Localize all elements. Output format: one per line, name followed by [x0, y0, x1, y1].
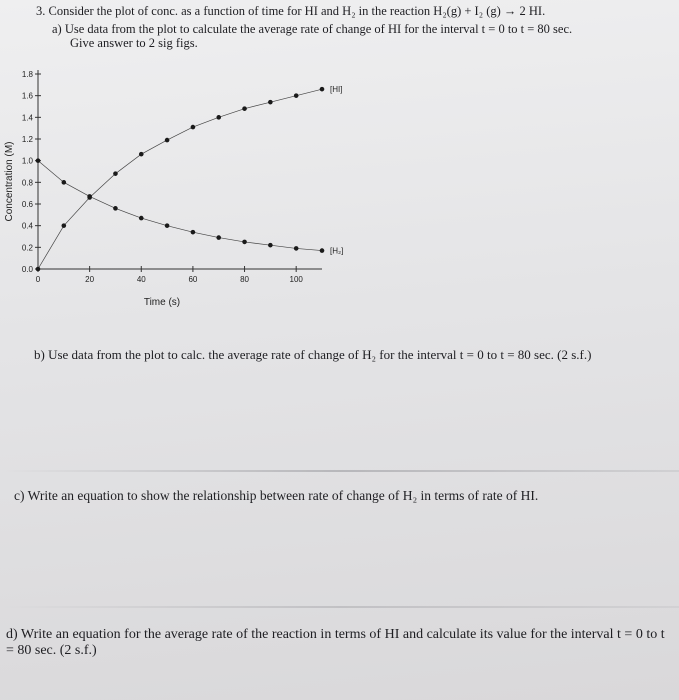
y-tick-label: 1.6	[21, 91, 33, 101]
y-tick-label: 0.0	[21, 265, 33, 274]
part-a	[52, 22, 652, 50]
data-point	[268, 100, 273, 105]
y-tick-label: 0.2	[21, 243, 33, 253]
data-point	[216, 115, 221, 120]
x-axis-label: Time (s)	[143, 297, 181, 308]
data-point	[294, 93, 299, 98]
part-c-label: c)	[14, 488, 25, 503]
data-point	[165, 223, 170, 228]
series-line	[38, 161, 322, 251]
part-a-label: a)	[52, 22, 62, 36]
data-point	[216, 235, 221, 240]
y-axis-label: Concentration (M)	[4, 141, 15, 222]
data-point	[62, 223, 67, 228]
part-b-text: Use data from the plot to calc. the average rate of change of H₂ for the interval t = 0 to t = 80 sec. (2 s.f.)	[48, 347, 592, 362]
y-tick-label: 0.6	[21, 200, 33, 209]
part-c-text: Write an equation to show the relationship between rate of change of H₂ in terms of rate of HI.	[27, 488, 539, 503]
part-b	[34, 348, 591, 362]
series-label: [H₂]	[330, 246, 344, 256]
data-point	[139, 152, 144, 157]
x-tick-label: 20	[85, 275, 95, 284]
data-point	[113, 171, 118, 176]
data-point	[242, 240, 247, 245]
data-point	[191, 125, 196, 130]
data-point	[36, 267, 41, 272]
question-3-text: Consider the plot of conc. as a function of time for HI and H₂ in the reaction H₂(g) + I₂ (g) → 2 HI.	[48, 4, 546, 18]
data-point	[87, 194, 92, 199]
data-point	[242, 106, 247, 111]
x-tick-label: 80	[240, 275, 249, 284]
x-tick-label: 60	[188, 275, 198, 284]
data-point	[113, 206, 118, 211]
data-point	[320, 248, 325, 253]
question-number: 3.	[36, 4, 46, 18]
data-point	[294, 246, 299, 251]
data-point	[320, 87, 325, 92]
y-tick-label: 1.2	[21, 135, 33, 144]
part-a-text-2: Give answer to 2 sig figs.	[70, 36, 198, 50]
x-tick-label: 40	[136, 275, 146, 284]
series-line	[38, 89, 322, 269]
y-tick-label: 0.8	[21, 178, 33, 188]
data-point	[191, 230, 196, 235]
part-d-label: d)	[6, 627, 18, 642]
data-point	[165, 138, 170, 143]
y-tick-label: 1.4	[21, 113, 33, 123]
concentration-chart	[0, 60, 360, 310]
data-point	[268, 243, 273, 248]
data-point	[139, 216, 144, 221]
data-point	[36, 158, 41, 163]
series-label: [HI]	[330, 85, 343, 95]
y-tick-label: 1.0	[21, 156, 33, 166]
question-3	[36, 4, 545, 18]
y-tick-label: 1.8	[21, 70, 33, 79]
x-tick-label: 0	[35, 275, 41, 284]
part-b-label: b)	[34, 347, 45, 362]
part-d	[6, 627, 666, 659]
part-a-text: Use data from the plot to calculate the average rate of change of HI for the interval t = 0 to t = 80 sec.	[64, 22, 573, 36]
y-tick-label: 0.4	[21, 221, 33, 231]
part-c	[14, 489, 538, 503]
part-d-text: Write an equation for the average rate of the reaction in terms of HI and calculate its value for the interval t = 0 to t = 80 sec. (2 s.f.)	[6, 627, 665, 658]
x-tick-label: 100	[289, 275, 303, 284]
data-point	[62, 180, 67, 185]
